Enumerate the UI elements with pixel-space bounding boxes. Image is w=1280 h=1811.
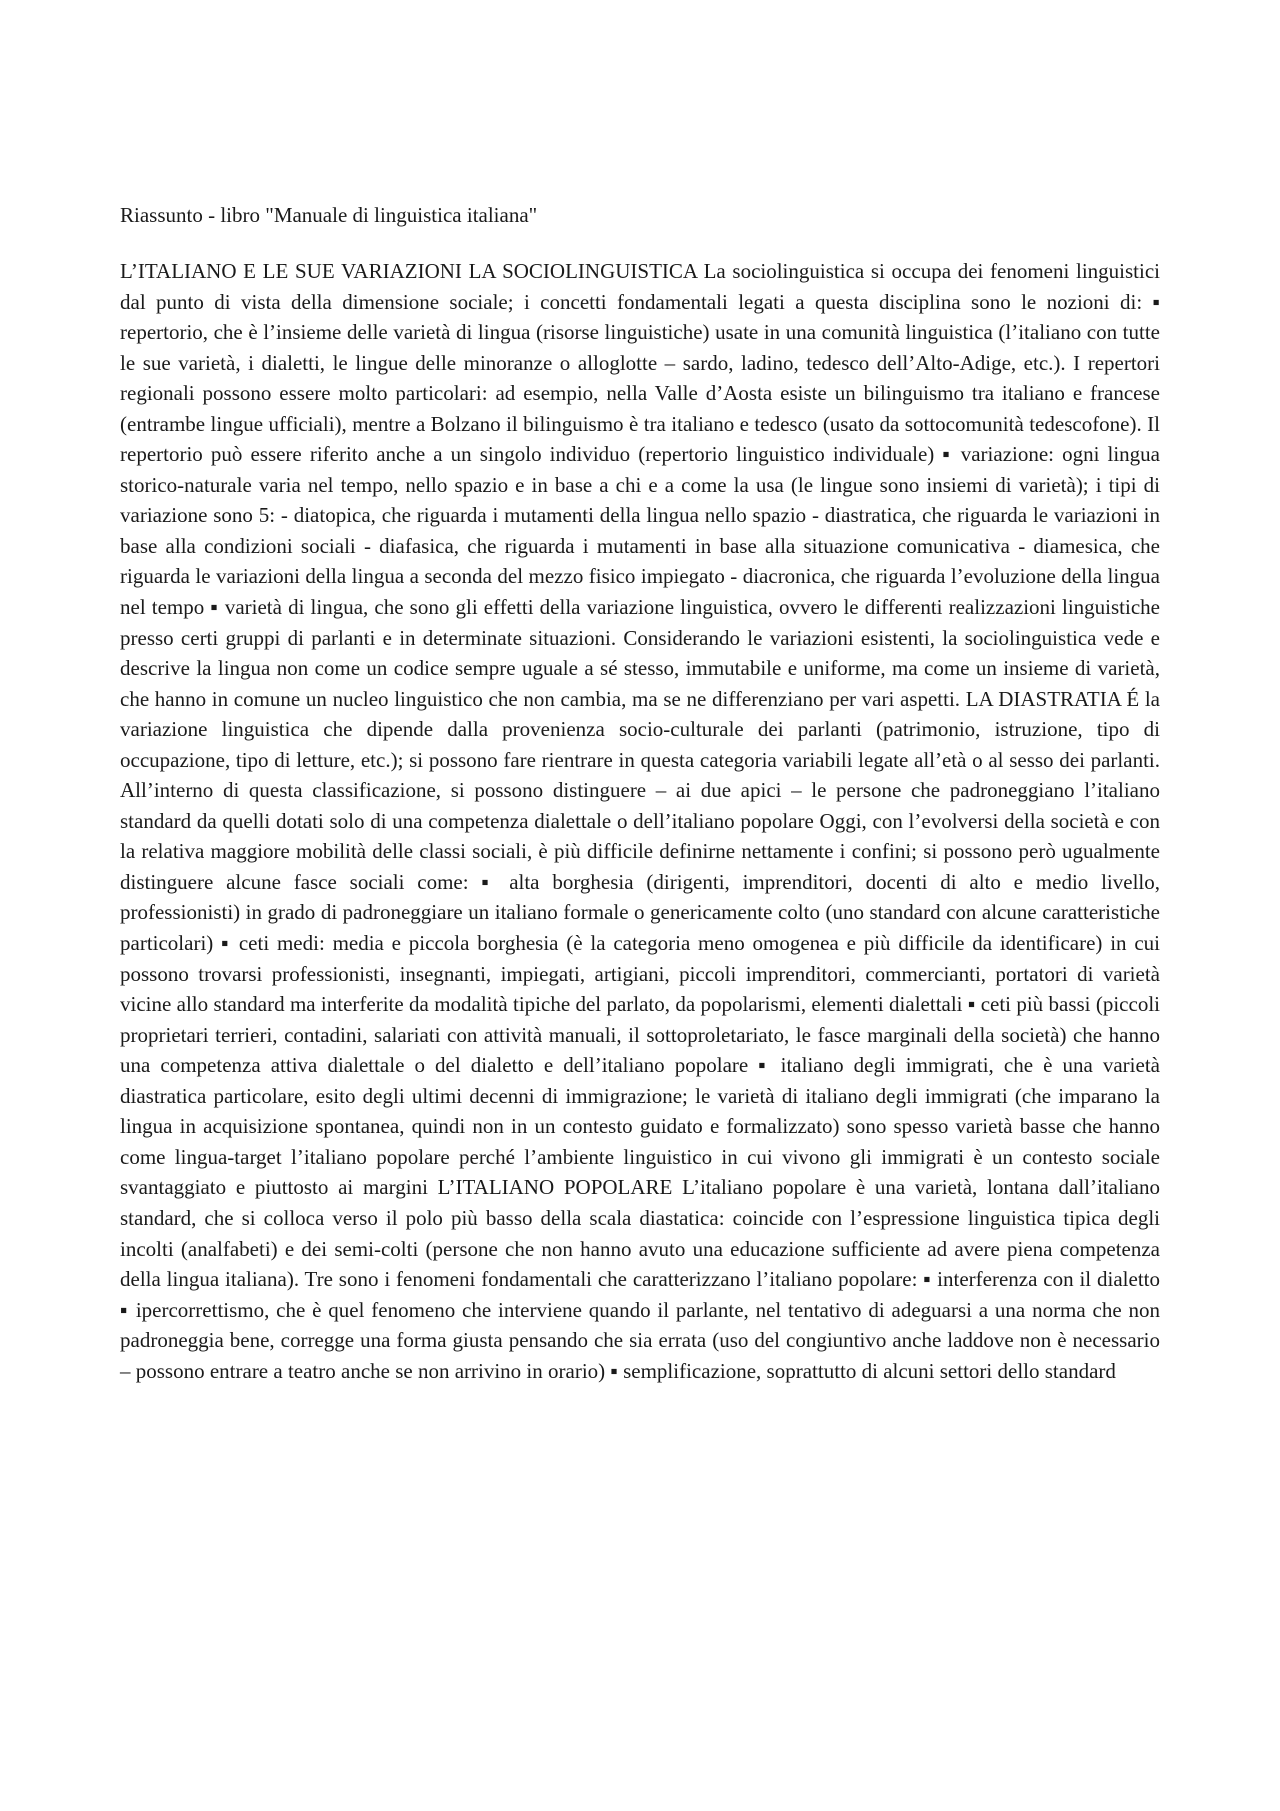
document-page <box>120 200 1160 1386</box>
document-body-paragraph: L’ITALIANO E LE SUE VARIAZIONI LA SOCIOLINGUISTICA La sociolinguistica si occupa dei fenomeni linguistici dal punto di vista della dimensione sociale; i concetti fondamentali legati a questa disciplina sono le nozioni di: ▪ repertorio, che è l’insieme delle varietà di lingua (risorse linguistiche) usate in una comunità linguistica (l’italiano con tutte le sue varietà, i dialetti, le lingue delle minoranze o alloglotte – sardo, ladino, tedesco dell’Alto-Adige, etc.). I repertori regionali possono essere molto particolari: ad esempio, nella Valle d’Aosta esiste un bilinguismo tra italiano e francese (entrambe lingue ufficiali), mentre a Bolzano il bilinguismo è tra italiano e tedesco (usato da sottocomunità tedescofone). Il repertorio può essere riferito anche a un singolo individuo (repertorio linguistico individuale) ▪ variazione: ogni lingua storico-naturale varia nel tempo, nello spazio e in base a chi e a come la usa (le lingue sono insiemi di varietà); i tipi di variazione sono 5: - diatopica, che riguarda i mutamenti della lingua nello spazio - diastratica, che riguarda le variazioni in base alla condizioni sociali - diafasica, che riguarda i mutamenti in base alla situazione comunicativa - diamesica, che riguarda le variazioni della lingua a seconda del mezzo fisico impiegato - diacronica, che riguarda l’evoluzione della lingua nel tempo ▪ varietà di lingua, che sono gli effetti della variazione linguistica, ovvero le differenti realizzazioni linguistiche presso certi gruppi di parlanti e in determinate situazioni. Considerando le variazioni esistenti, la sociolinguistica vede e descrive la lingua non come un codice sempre uguale a sé stesso, immutabile e uniforme, ma come un insieme di varietà, che hanno in comune un nucleo linguistico che non cambia, ma se ne differenziano per vari aspetti. LA DIASTRATIA É la variazione linguistica che dipende dalla provenienza socio-culturale dei parlanti (patrimonio, istruzione, tipo di occupazione, tipo di letture, etc.); si possono fare rientrare in questa categoria variabili legate all’età o al sesso dei parlanti. All’interno di questa classificazione, si possono distinguere – ai due apici – le persone che padroneggiano l’italiano standard da quelli dotati solo di una competenza dialettale o dell’italiano popolare Oggi, con l’evolversi della società e con la relativa maggiore mobilità delle classi sociali, è più difficile definirne nettamente i confini; si possono però ugualmente distinguere alcune fasce sociali come: ▪ alta borghesia (dirigenti, imprenditori, docenti di alto e medio livello, professionisti) in grado di padroneggiare un italiano formale o genericamente colto (uno standard con alcune caratteristiche particolari) ▪ ceti medi: media e piccola borghesia (è la categoria meno omogenea e più difficile da identificare) in cui possono trovarsi professionisti, insegnanti, impiegati, artigiani, piccoli imprenditori, commercianti, portatori di varietà vicine allo standard ma interferite da modalità tipiche del parlato, da popolarismi, elementi dialettali ▪ ceti più bassi (piccoli proprietari terrieri, contadini, salariati con attività manuali, il sottoproletariato, le fasce marginali della società) che hanno una competenza attiva dialettale o del dialetto e dell’italiano popolare ▪ italiano degli immigrati, che è una varietà diastratica particolare, esito degli ultimi decenni di immigrazione; le varietà di italiano degli immigrati (che imparano la lingua in acquisizione spontanea, quindi non in un contesto guidato e formalizzato) sono spesso varietà basse che hanno come lingua-target l’italiano popolare perché l’ambiente linguistico in cui vivono gli immigrati è un contesto sociale svantaggiato e piuttosto ai margini L’ITALIANO POPOLARE L’italiano popolare è una varietà, lontana dall’italiano standard, che si colloca verso il polo più basso della scala diastatica: coincide con l’espressione linguistica tipica degli incolti (analfabeti) e dei semi-colti (persone che non hanno avuto una educazione sufficiente ad avere piena competenza della lingua italiana). Tre sono i fenomeni fondamentali che caratterizzano l’italiano popolare: ▪ interferenza con il dialetto ▪ ipercorrettismo, che è quel fenomeno che interviene quando il parlante, nel tentativo di adeguarsi a una norma che non padroneggia bene, corregge una forma giusta pensando che sia errata (uso del congiuntivo anche laddove non è necessario – possono entrare a teatro anche se non arrivino in orario) ▪ semplificazione, soprattutto di alcuni settori dello standard <box>120 259 1160 1383</box>
document-title: Riassunto - libro "Manuale di linguistica italiana" <box>120 203 538 227</box>
